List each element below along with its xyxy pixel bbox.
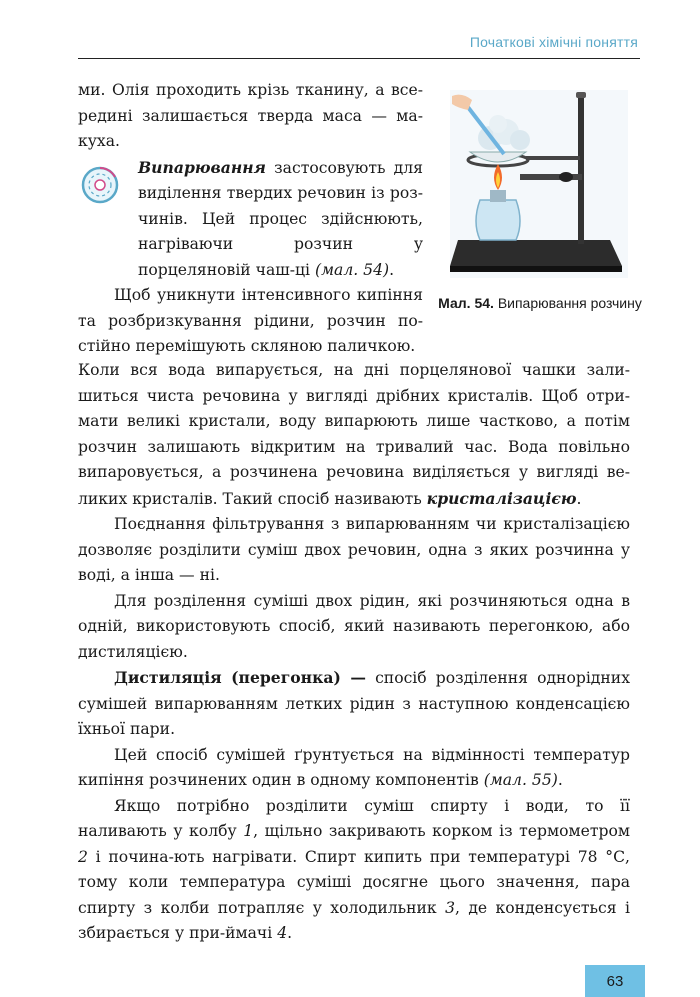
figure-evaporation-illustration [450, 90, 628, 278]
label-number: 2 [78, 847, 88, 866]
punct: . [576, 489, 582, 508]
label-number: 3 [445, 898, 455, 917]
paragraph-crystallization [78, 358, 630, 512]
paragraph-text: Якщо потрібно розділити суміш спирту і води, то її наливають у колбу [78, 796, 630, 840]
paragraph-text: Коли вся вода випарується, на дні порцелянової чашки зали-шиться чиста речовина у вигляді дрібних кристалів. Щоб отри-мати великі кристали, воду випарюють лише частково, а потім розчин залишають відкритим на тривалий час. Вода повільно випаровується, а розчинена речовина виділяється у вигляді ве-ликих кристалів. Такий спосіб називають [78, 361, 630, 508]
paragraph-text: Цей спосіб сумішей ґрунтується на відмінності температур кипіння розчинених один в одному компонентів [78, 745, 630, 789]
figure-caption [430, 294, 650, 313]
punct: . [389, 260, 395, 279]
paragraph-stirring: Щоб уникнути інтенсивного кипіння та розбризкування рідини, розчин по-стійно перемішують скляною паличкою. [78, 286, 423, 355]
caption-label: Мал. 54. [438, 295, 494, 311]
paragraph-text: і почина-ють нагрівати. Спирт кипить при температурі 78 °С, тому коли температура суміші досягне цього значення, пара спирту з колби потрапляє у холодильник [78, 847, 630, 917]
disc-icon [80, 165, 120, 205]
paragraph-text: , щільно закривають корком із термометром [253, 822, 630, 840]
paragraph-text: застосовують для виділення твердих речовин із роз-чинів. Цей процес здійснюють, нагріваючи розчин у порцеляновій чаш-ці [138, 158, 423, 279]
paragraph-alcohol-water [78, 794, 630, 947]
figure-ref: (мал. 54) [315, 260, 390, 279]
paragraph-continuation: ми. Олія проходить крізь тканину, а все-редині залишається тверда маса — ма-куха. [78, 81, 423, 150]
paragraph-distillation-definition [78, 665, 630, 743]
left-column [78, 78, 423, 360]
page-number: 63 [585, 965, 645, 997]
term-distillation: Дистиляція (перегонка) — [114, 668, 366, 687]
label-number: 1 [243, 822, 254, 840]
running-head: Початкові хімічні поняття [469, 34, 638, 50]
paragraph-evaporation [78, 155, 423, 284]
header-rule [78, 58, 640, 59]
paragraph-text: спосіб розділення однорідних сумішей випарюванням летких рідин з наступною конденсацією їхньої пари. [78, 669, 630, 738]
term-evaporation: Випарювання [138, 157, 266, 177]
punct: . [557, 771, 563, 789]
label-number: 4 [277, 924, 288, 942]
paragraph-filtration: Поєднання фільтрування з випарюванням чи кристалізацією дозволяє розділити суміш двох речовин, одна з яких розчинна у воді, а інша — ні. [78, 515, 630, 584]
paragraph-text: , де конденсується і збирається у при-ймачі [78, 898, 630, 942]
full-column [78, 358, 630, 947]
term-crystallization: кристалізацією [426, 488, 577, 508]
punct: . [287, 924, 293, 942]
figure-ref: (мал. 55) [483, 771, 558, 789]
paragraph-boiling-points [78, 743, 630, 794]
caption-text: Випарювання розчину [497, 295, 642, 311]
paragraph-two-liquids: Для розділення суміші двох рідин, які розчиняються одна в одній, використовують спосіб, який називають перегонкою, або дистиляцією. [78, 591, 630, 661]
